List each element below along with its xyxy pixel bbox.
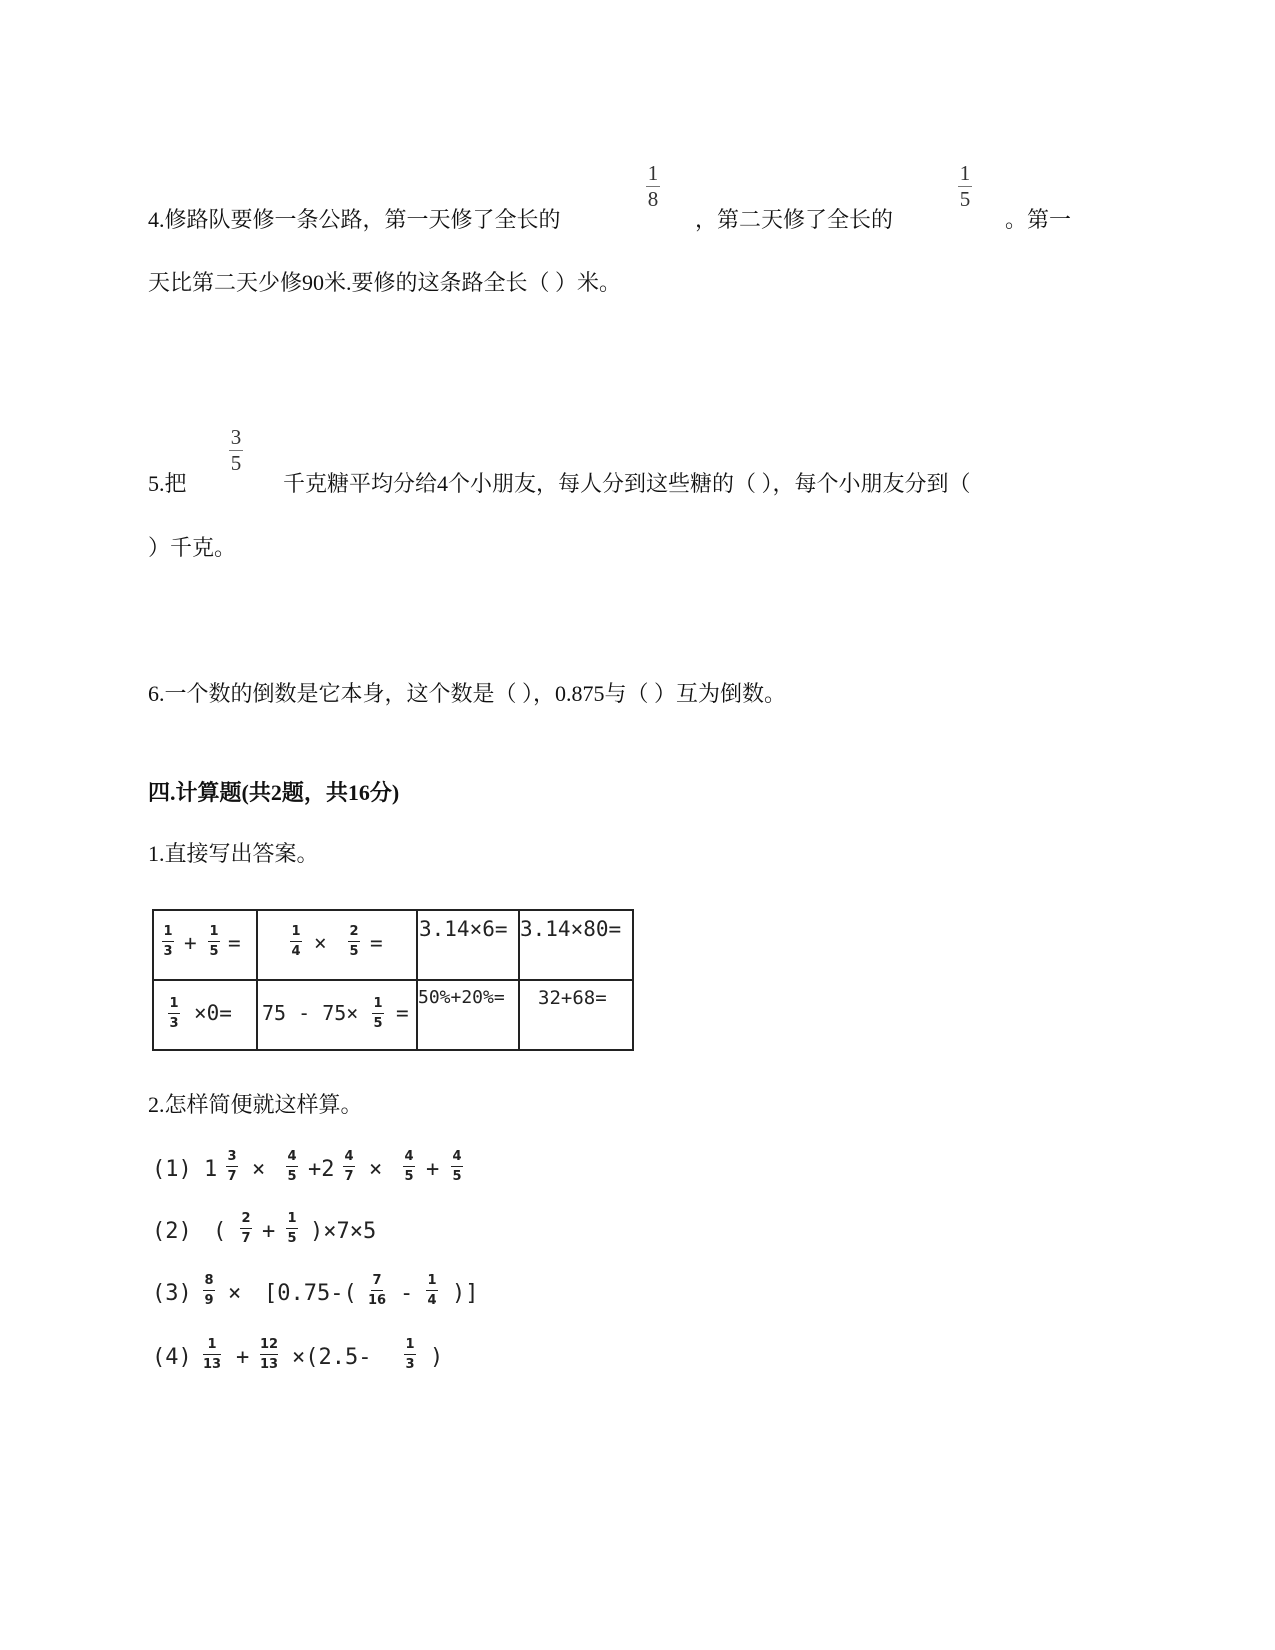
- fraction-bar: [371, 1290, 383, 1291]
- fraction-num: 12: [260, 1337, 279, 1352]
- fraction: [290, 925, 302, 958]
- fraction-num: 4: [404, 1149, 414, 1164]
- fraction: [226, 1150, 238, 1183]
- fraction: [404, 1338, 416, 1371]
- table-row: [153, 980, 633, 1050]
- q4-line-2: 天比第二天少修90米.要修的这条路全长（ ）米。: [148, 270, 622, 295]
- fraction-num: 4: [287, 1149, 297, 1164]
- fraction-num: 1: [207, 1337, 217, 1352]
- fraction: [208, 925, 220, 958]
- fraction-bar: [286, 1166, 298, 1167]
- fraction-den: 7: [344, 1169, 354, 1184]
- fraction-num: 1: [287, 1211, 297, 1226]
- q4-text-a: 4.修路队要修一条公路，第一天修了全长的: [148, 207, 561, 232]
- expression: 50%+20%=: [418, 987, 505, 1008]
- fraction: [286, 1212, 298, 1245]
- expression: 75 - 75×: [262, 1001, 359, 1025]
- q4-fraction-1: [646, 163, 660, 210]
- fraction-den: 5: [209, 944, 219, 959]
- fraction-num: 1: [427, 1273, 437, 1288]
- fraction-den: 5: [287, 1231, 297, 1246]
- fraction-den: 7: [227, 1169, 237, 1184]
- fraction-den: 5: [373, 1016, 383, 1031]
- expression: 3.14×80=: [520, 917, 622, 941]
- fraction: [203, 1338, 221, 1371]
- calc-cell-r2c4: [519, 980, 633, 1050]
- q4-fraction-2: [958, 163, 972, 210]
- fraction-den: 13: [260, 1357, 279, 1372]
- paren: (: [213, 1219, 227, 1244]
- table-row: [153, 910, 633, 980]
- expression: ×0=: [194, 1001, 232, 1025]
- operator: -: [400, 1281, 414, 1306]
- fraction-num: 8: [204, 1273, 214, 1288]
- expression-label: (2): [152, 1219, 192, 1244]
- fraction: [343, 1150, 355, 1183]
- expression-tail: )]: [452, 1281, 479, 1306]
- fraction-num: 1: [209, 924, 219, 939]
- section-4-heading: 四.计算题(共2题，共16分): [148, 780, 400, 805]
- fraction: [451, 1150, 463, 1183]
- fraction-bar: [203, 1354, 221, 1355]
- fraction: [168, 997, 180, 1030]
- term: 1: [204, 1157, 218, 1182]
- fraction-num: 3: [227, 1149, 237, 1164]
- calc-cell-r1c1: [153, 910, 257, 980]
- fraction-bar: [348, 941, 360, 942]
- fraction-num: 1: [169, 996, 179, 1011]
- term: +2: [308, 1157, 335, 1182]
- fraction-den: 5: [349, 944, 359, 959]
- fraction-num: 1: [163, 924, 173, 939]
- fraction: [348, 925, 360, 958]
- fraction-bar: [162, 941, 174, 942]
- fraction-num: 1: [373, 996, 383, 1011]
- calc-cell-r2c3: [417, 980, 519, 1050]
- q5-fraction-num: 3: [230, 425, 242, 449]
- fraction-den: 16: [368, 1293, 387, 1308]
- operator: +: [236, 1345, 250, 1370]
- fraction-bar: [203, 1290, 215, 1291]
- fraction-bar: [343, 1166, 355, 1167]
- calc-1-title: 1.直接写出答案。: [148, 841, 319, 866]
- calc-2-title: 2.怎样简便就这样算。: [148, 1092, 363, 1117]
- operator: ×: [228, 1281, 242, 1306]
- operator: ×: [369, 1157, 383, 1182]
- fraction: [372, 997, 384, 1030]
- fraction-bar: [260, 1354, 278, 1355]
- expression-part: [0.75-(: [264, 1281, 357, 1306]
- fraction: [203, 1274, 215, 1307]
- operator: +: [184, 931, 197, 955]
- calc-cell-r1c4: [519, 910, 633, 980]
- fraction-num: 1: [291, 924, 301, 939]
- expression-tail: )×7×5: [310, 1219, 377, 1244]
- fraction-den: 5: [287, 1169, 297, 1184]
- q4-fraction-2-den: 5: [959, 187, 971, 211]
- fraction: [426, 1274, 438, 1307]
- fraction-num: 4: [344, 1149, 354, 1164]
- fraction-num: 1: [405, 1337, 415, 1352]
- q5-text-a: 5.把: [148, 471, 187, 496]
- fraction: [368, 1274, 386, 1307]
- operator: +: [262, 1219, 276, 1244]
- calc-cell-r1c2: [257, 910, 417, 980]
- fraction-den: 4: [291, 944, 301, 959]
- fraction-bar: [426, 1290, 438, 1291]
- q4-fraction-1-num: 1: [647, 161, 659, 185]
- expression-part: ×(2.5-: [292, 1345, 372, 1370]
- fraction-bar: [372, 1013, 384, 1014]
- fraction-bar: [403, 1166, 415, 1167]
- calc-table: [152, 909, 634, 1051]
- operator: +: [426, 1157, 440, 1182]
- expression-tail: ): [430, 1345, 444, 1370]
- equals: =: [228, 931, 241, 955]
- expression: 32+68=: [538, 987, 607, 1009]
- fraction-den: 3: [169, 1016, 179, 1031]
- fraction: [286, 1150, 298, 1183]
- fraction-num: 2: [241, 1211, 251, 1226]
- fraction-den: 5: [452, 1169, 462, 1184]
- fraction: [260, 1338, 278, 1371]
- fraction-num: 2: [349, 924, 359, 939]
- q4-text-b: ，第二天修了全长的: [695, 207, 894, 232]
- fraction-bar: [286, 1228, 298, 1229]
- fraction-num: 4: [452, 1149, 462, 1164]
- fraction-den: 5: [404, 1169, 414, 1184]
- q5-fraction: [229, 427, 243, 474]
- calc-cell-r1c3: [417, 910, 519, 980]
- fraction-den: 13: [203, 1357, 222, 1372]
- fraction-num: 7: [372, 1273, 382, 1288]
- q4-fraction-2-num: 1: [959, 161, 971, 185]
- fraction: [403, 1150, 415, 1183]
- equals: =: [370, 931, 383, 955]
- operator: ×: [252, 1157, 266, 1182]
- question-6: 6.一个数的倒数是它本身，这个数是（ ），0.875与（ ）互为倒数。: [148, 681, 787, 706]
- operator: ×: [314, 931, 327, 955]
- fraction-bar: [226, 1166, 238, 1167]
- fraction-den: 4: [427, 1293, 437, 1308]
- q4-fraction-1-den: 8: [647, 187, 659, 211]
- fraction: [240, 1212, 252, 1245]
- fraction-den: 3: [163, 944, 173, 959]
- fraction-den: 7: [241, 1231, 251, 1246]
- fraction-bar: [240, 1228, 252, 1229]
- fraction-bar: [168, 1013, 180, 1014]
- q5-line-2: ）千克。: [148, 535, 237, 560]
- fraction-den: 9: [204, 1293, 214, 1308]
- q5-text-b: 千克糖平均分给4个小朋友，每人分到这些糖的（ ），每个小朋友分到（: [283, 471, 971, 496]
- calc-cell-r2c2: [257, 980, 417, 1050]
- fraction-bar: [208, 941, 220, 942]
- fraction-bar: [404, 1354, 416, 1355]
- fraction-den: 3: [405, 1357, 415, 1372]
- expression-label: (4): [152, 1345, 192, 1370]
- expression: 3.14×6=: [419, 917, 508, 941]
- expression-label: (1): [152, 1157, 192, 1182]
- q4-text-c: 。第一: [1005, 207, 1072, 232]
- fraction: [162, 925, 174, 958]
- fraction-bar: [290, 941, 302, 942]
- calc-cell-r2c1: [153, 980, 257, 1050]
- expression-label: (3): [152, 1281, 192, 1306]
- fraction-bar: [451, 1166, 463, 1167]
- equals: =: [396, 1001, 409, 1025]
- q5-fraction-den: 5: [230, 451, 242, 475]
